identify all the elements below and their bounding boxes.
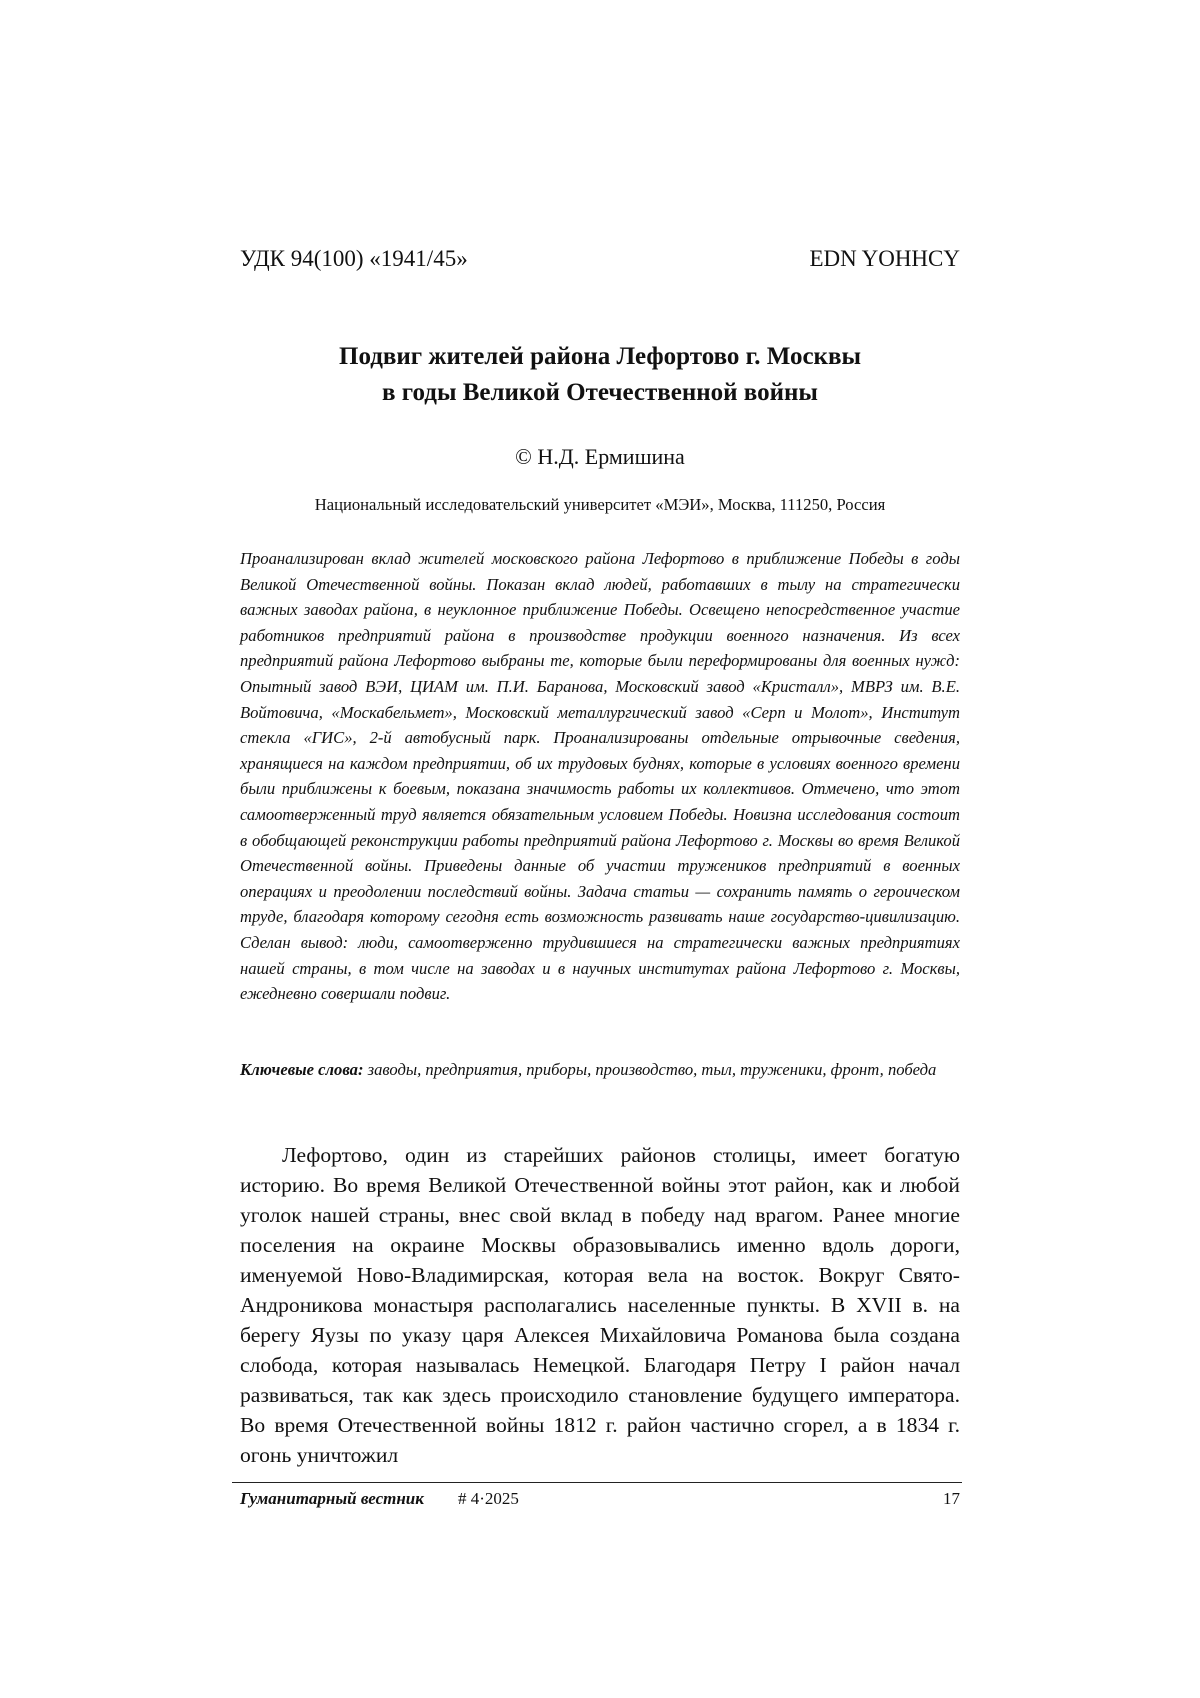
article-title: [240, 339, 960, 411]
page-footer: [240, 1486, 960, 1512]
article-title-line-2: в годы Великой Отечественной войны: [382, 379, 818, 406]
keywords-block: [240, 1056, 960, 1083]
article-title-line-1: Подвиг жителей района Лефортово г. Москвы: [339, 343, 861, 370]
article-abstract: Проанализирован вклад жителей московского района Лефортово в приближение Победы в годы Великой Отечественной войны. Показан вклад людей, работавших в тылу на стратегически важных заводах района, в неуклонное приближение Победы. Освещено непосредственное участие работников предприятий района в производстве продукции военного назначения. Из всех предприятий района Лефортово выбраны те, которые были переформированы для военных нужд: Опытный завод ВЭИ, ЦИАМ им. П.И. Баранова, Московский завод «Кристалл», МВРЗ им. В.Е. Войтовича, «Москабельмет», Московский металлургический завод «Серп и Молот», Институт стекла «ГИС», 2-й автобусный парк. Проанализированы отдельные отрывочные сведения, хранящиеся на каждом предприятии, об их трудовых буднях, которые в условиях военного времени были приближены к боевым, показана значимость работы их коллективов. Отмечено, что этот самоотверженный труд является обязательным условием Победы. Новизна исследования состоит в обобщающей реконструкции работы предприятий района Лефортово г. Москвы во время Великой Отечественной войны. Приведены данные об участии тружеников предприятий в военных операциях и преодолении последствий войны. Задача статьи — сохранить память о героическом труде, благодаря которому сегодня есть возможность развивать наше государство-цивилизацию. Сделан вывод: люди, самоотверженно трудившиеся на стратегически важных предприятиях нашей страны, в том числе на заводах и в научных институтах района Лефортово г. Москвы, ежедневно совершали подвиг.: [240, 549, 960, 1004]
page-number: 17: [943, 1489, 960, 1508]
edn-code: EDN YOHHCY: [809, 246, 960, 271]
keywords-list: заводы, предприятия, приборы, производство, тыл, труженики, фронт, победа: [367, 1060, 937, 1079]
body-paragraph: Лефортово, один из старейших районов столицы, имеет богатую историю. Во время Великой Отечественной войны этот район, как и любой уголок нашей страны, внес свой вклад в победу над врагом. Ранее многие поселения на окраине Москвы образовывались именно вдоль дороги, именуемой Ново-Владимирская, которая вела на восток. Вокруг Свято-Андроникова монастыря располагались населенные пункты. В XVII в. на берегу Яузы по указу царя Алексея Михайловича Романова была создана слобода, которая называлась Немецкой. Благодаря Петру I район начал развиваться, так как здесь происходило становление будущего императора. Во время Отечественной войны 1812 г. район частично сгорел, а в 1834 г. огонь уничтожил: [240, 1143, 960, 1467]
udk-code: УДК 94(100) «1941/45»: [240, 246, 468, 271]
footer-divider: [232, 1482, 962, 1483]
author-affiliation: Национальный исследовательский университет «МЭИ», Москва, 111250, Россия: [314, 495, 886, 514]
article-author: © Н.Д. Ермишина: [515, 444, 685, 469]
keywords-label: Ключевые слова:: [240, 1060, 364, 1079]
journal-name: Гуманитарный вестник: [240, 1489, 424, 1508]
header-row: [240, 243, 960, 275]
issue-number: # 4·2025: [458, 1489, 519, 1508]
